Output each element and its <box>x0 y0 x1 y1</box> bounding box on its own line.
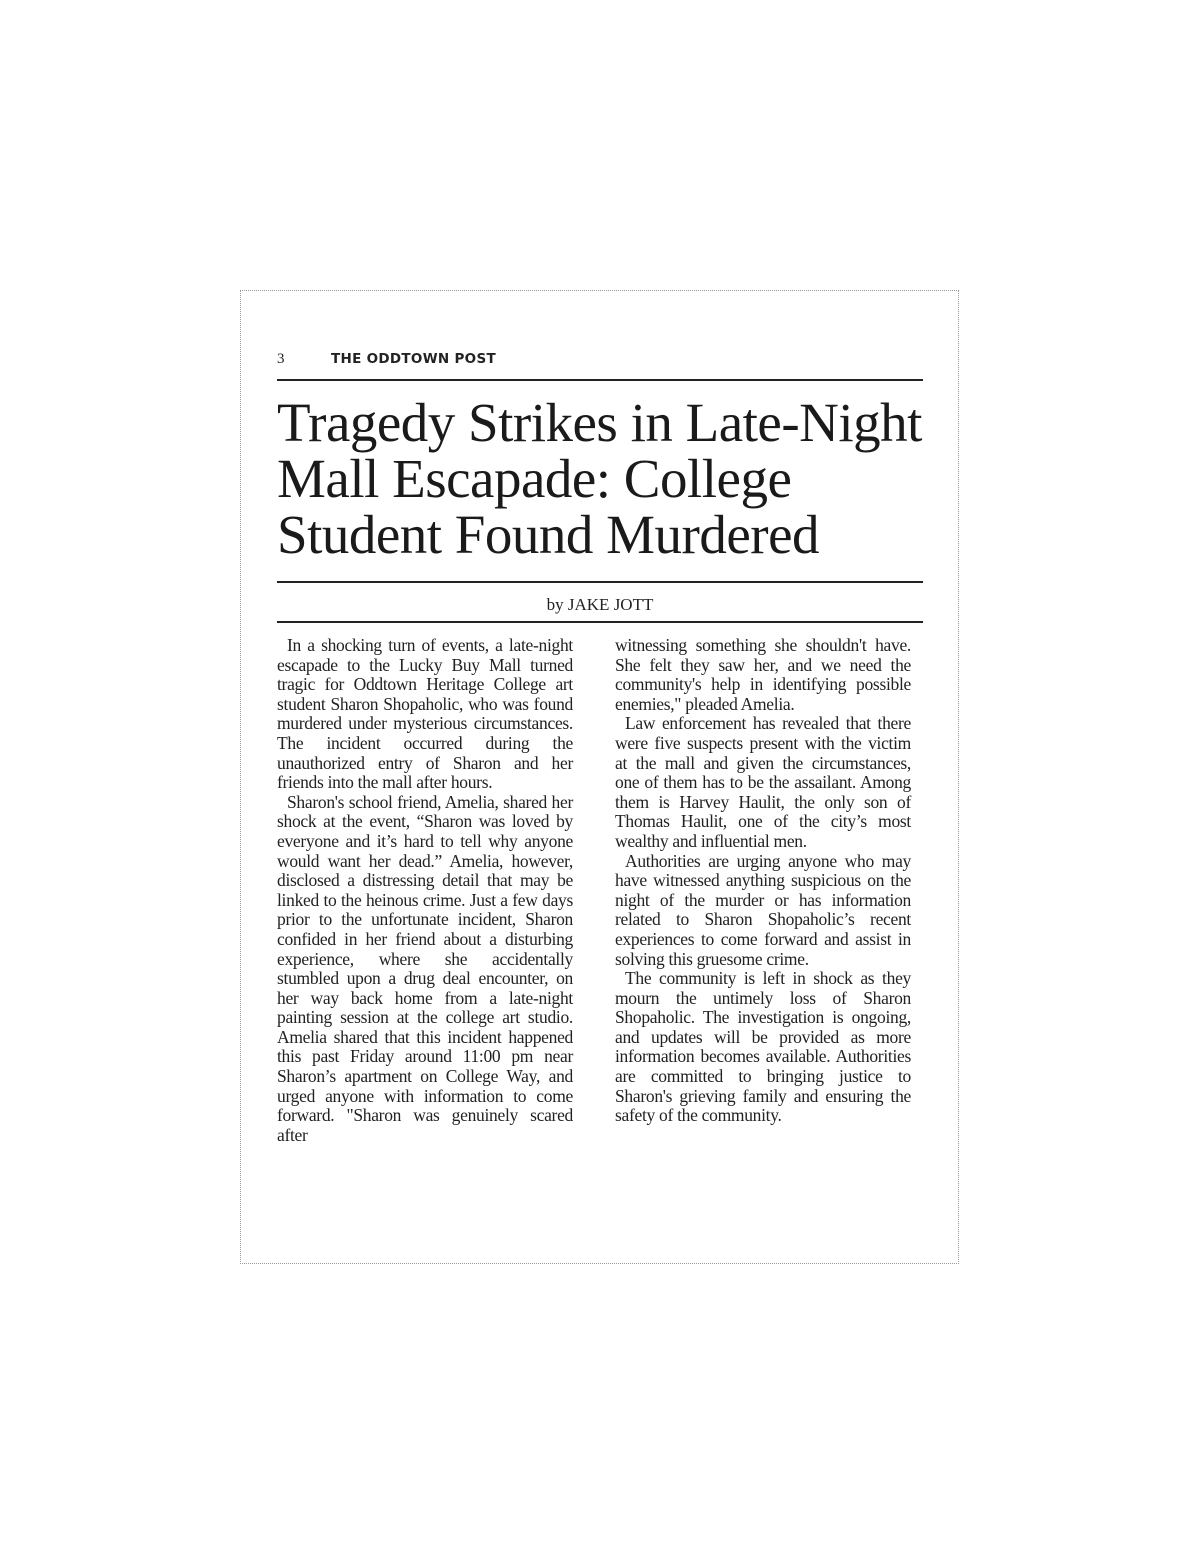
article-title: Tragedy Strikes in Late-Night Mall Escapade: College Student Found Murdered <box>277 392 922 565</box>
newspaper-page <box>240 290 959 1264</box>
publication-name: THE ODDTOWN POST <box>331 351 496 367</box>
article-column-right <box>615 636 911 1126</box>
paragraph: witnessing something she shouldn't have. She felt they saw her, and we need the community's help in identifying possible enemies," pleaded Amelia. <box>615 635 911 714</box>
paragraph: Law enforcement has revealed that there were five suspects present with the victim at the mall and given the circumstances, one of them has to be the assailant. Among them is Harvey Haulit, the only son of Thomas Haulit, one of the city’s most wealthy and influential men. <box>615 713 911 851</box>
byline: by JAKE JOTT <box>546 595 654 614</box>
paragraph: Authorities are urging anyone who may have witnessed anything suspicious on the night of the murder or has information related to Sharon Shopaholic’s recent experiences to come forward and assist in solving this gruesome crime. <box>615 850 911 969</box>
paragraph: In a shocking turn of events, a late-night escapade to the Lucky Buy Mall turned tragic for Oddtown Heritage College art student Sharon Shopaholic, who was found murdered under mysterious circumstances. The incident occurred during the unauthorized entry of Sharon and her friends into the mall after hours. <box>277 635 573 793</box>
byline-divider <box>277 621 923 623</box>
page-header <box>277 349 923 381</box>
page-number: 3 <box>277 351 285 367</box>
title-divider <box>277 581 923 583</box>
article-column-left <box>277 636 573 1145</box>
paragraph: The community is left in shock as they mourn the untimely loss of Sharon Shopaholic. The investigation is ongoing, and updates will be provided as more information becomes available. Authorities are committed to bringing justice to Sharon's grieving family and ensuring the safety of the community. <box>615 968 911 1126</box>
paragraph: Sharon's school friend, Amelia, shared her shock at the event, “Sharon was loved by everyone and it’s hard to tell why anyone would want her dead.” Amelia, however, disclosed a distressing detail that may be linked to the heinous crime. Just a few days prior to the unfortunate incident, Sharon confided in her friend about a disturbing experience, where she accidentally stumbled upon a drug deal encounter, on her way back home from a late-night painting session at the college art studio. Amelia shared that this incident happened this past Friday around 11:00 pm near Sharon’s apartment on College Way, and urged anyone with information to come forward. "Sharon was genuinely scared after <box>277 791 573 1145</box>
